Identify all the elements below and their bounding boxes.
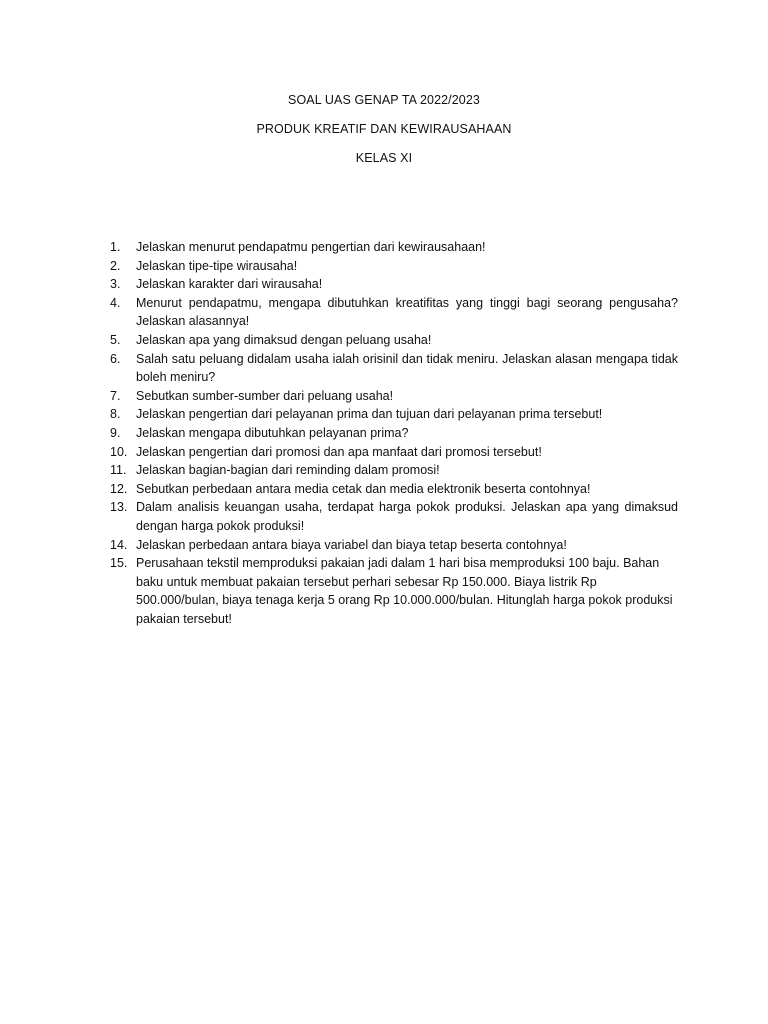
question-item [110,387,678,406]
subject-title: PRODUK KREATIF DAN KEWIRAUSAHAAN [256,122,512,136]
question-number: 5. [110,332,121,347]
question-number: 11. [110,463,127,478]
question-text: Jelaskan karakter dari wirausaha! [136,277,323,292]
question-text: Menurut pendapatmu, mengapa dibutuhkan kreatifitas yang tinggi bagi seorang pengusaha? Jelaskan alasannya! [136,295,678,329]
question-number: 13. [110,500,128,515]
question-item [110,405,678,424]
question-text: Jelaskan pengertian dari pelayanan prima dan tujuan dari pelayanan prima tersebut! [136,407,603,422]
question-text: Jelaskan tipe-tipe wirausaha! [136,258,298,273]
question-number: 10. [110,444,128,459]
question-text: Dalam analisis keuangan usaha, terdapat harga pokok produksi. Jelaskan apa yang dimaksud dengan harga pokok produksi! [136,500,678,533]
question-number: 4. [110,295,121,310]
question-item [110,350,678,387]
question-number: 7. [110,388,121,403]
question-text: Sebutkan sumber-sumber dari peluang usaha! [136,388,394,403]
question-text: Salah satu peluang didalam usaha ialah orisinil dan tidak meniru. Jelaskan alasan mengapa tidak boleh meniru? [136,351,678,385]
question-text: Sebutkan perbedaan antara media cetak dan media elektronik beserta contohnya! [136,481,591,496]
question-item [110,294,678,331]
exam-title: SOAL UAS GENAP TA 2022/2023 [288,93,480,107]
question-item [110,331,678,350]
question-item [110,554,678,628]
question-number: 9. [110,425,121,440]
class-title: KELAS XI [355,151,413,165]
question-number: 14. [110,537,128,552]
question-item [110,257,678,276]
question-text: Jelaskan mengapa dibutuhkan pelayanan prima? [136,425,409,440]
question-text: Jelaskan bagian-bagian dari reminding dalam promosi! [136,463,440,478]
question-item [110,238,678,257]
question-item [110,275,678,294]
question-item [110,498,678,535]
question-text: Jelaskan perbedaan antara biaya variabel dan biaya tetap beserta contohnya! [136,537,567,552]
question-number: 2. [110,258,121,273]
question-item [110,424,678,443]
question-item [110,443,678,462]
question-text: Jelaskan menurut pendapatmu pengertian dari kewirausahaan! [136,240,486,254]
question-text: Jelaskan pengertian dari promosi dan apa manfaat dari promosi tersebut! [136,444,542,459]
question-number: 1. [110,240,121,254]
question-number: 8. [110,407,121,422]
question-item [110,461,678,480]
question-number: 15. [110,556,128,571]
question-item [110,536,678,555]
question-list [110,238,678,628]
question-number: 12. [110,481,128,496]
question-text: Perusahaan tekstil memproduksi pakaian jadi dalam 1 hari bisa memproduksi 100 baju. Bahan baku untuk membuat pakaian tersebut perhari sebesar Rp 150.000. Biaya listrik Rp 500.000/bulan, biaya tenaga kerja 5 orang Rp 10.000.000/bulan. Hitunglah harga pokok produksi pakaian tersebut! [136,556,673,626]
question-number: 3. [110,277,121,292]
question-item [110,480,678,499]
question-number: 6. [110,351,121,366]
question-text: Jelaskan apa yang dimaksud dengan peluang usaha! [136,332,432,347]
